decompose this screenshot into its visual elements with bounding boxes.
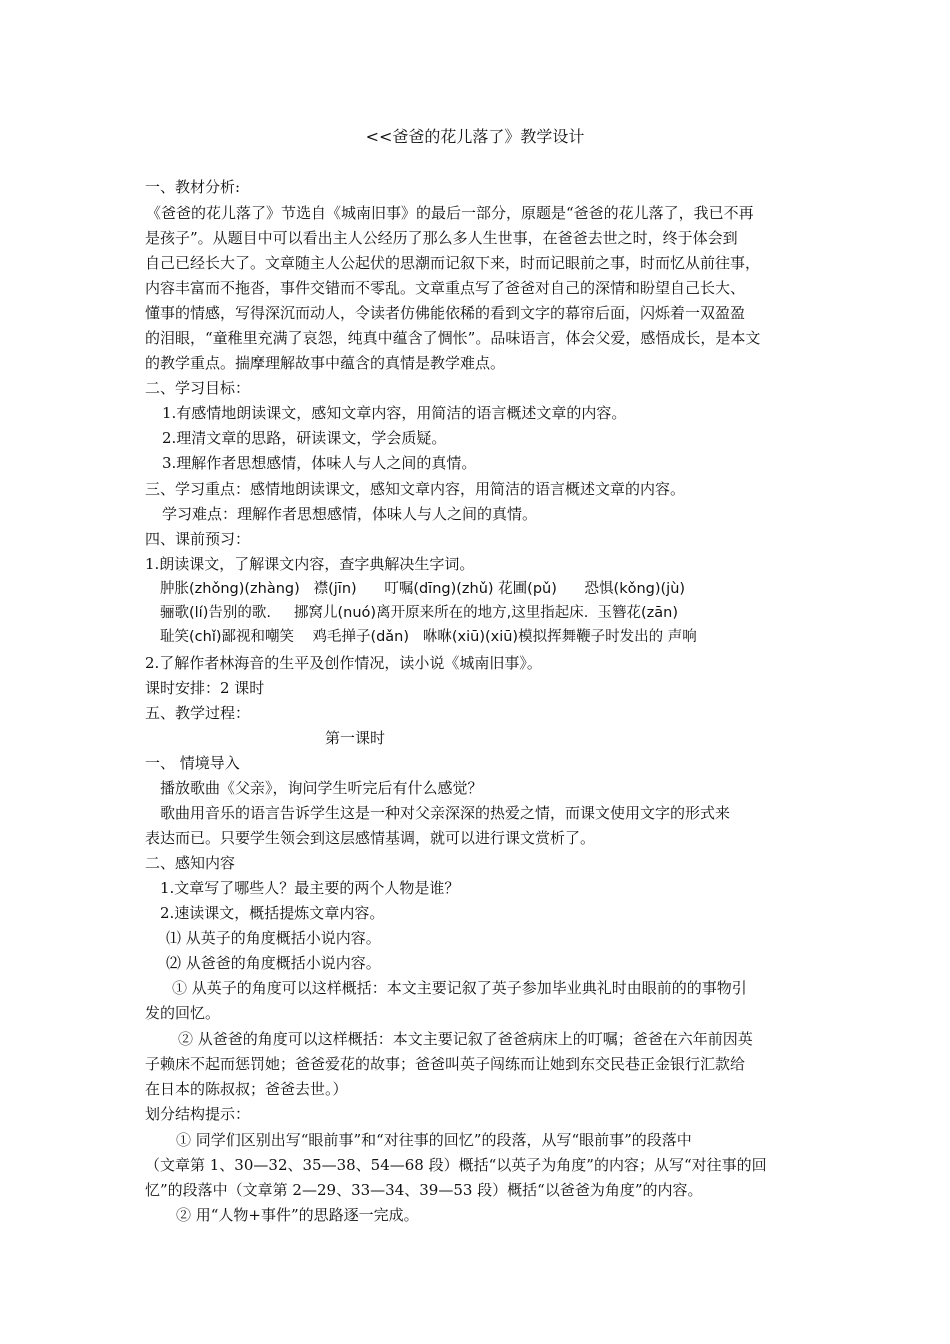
section-heading: 二、感知内容 <box>145 854 236 872</box>
paragraph-line: 是孩子”。从题目中可以看出主人公经历了那么多人生世事，在爸爸去世之时，终于体会到 <box>145 229 738 247</box>
section-heading: 五、教学过程： <box>145 704 251 722</box>
paragraph-line: （文章第 1、30—32、35—38、54—68 段）概括“以英子为角度”的内容；从写“对往事的回 <box>145 1156 767 1174</box>
paragraph-line: 懂事的情感，写得深沉而动人，令读者仿佛能依稀的看到文字的幕帘后面，闪烁着一双盈盈 <box>145 304 746 322</box>
vocabulary-line: 骊歌(lí)告别的歌. 挪窝儿(nuó)离开原来所在的地方,这里指起床. 玉簪花(zān) <box>160 605 679 621</box>
section-heading: 二、学习目标： <box>145 379 251 397</box>
paragraph-line: 内容丰富而不拖沓，事件交错而不零乱。文章重点写了爸爸对自己的深情和盼望自己长大、 <box>145 279 746 297</box>
paragraph-line: 自己已经长大了。文章随主人公起伏的思潮而记叙下来，时而记眼前之事，时而忆从前往事， <box>145 254 761 272</box>
list-item: 2.理清文章的思路，研读课文，学会质疑。 <box>162 429 447 447</box>
section-heading: 四、课前预习： <box>145 530 251 548</box>
list-item: 2.速读课文，概括提炼文章内容。 <box>160 904 385 922</box>
list-item: ⑵ 从爸爸的角度概括小说内容。 <box>166 954 381 972</box>
lesson-heading: 第一课时 <box>324 729 385 747</box>
list-item: ⑴ 从英子的角度概括小说内容。 <box>166 929 381 947</box>
paragraph-line: ① 同学们区别出写“眼前事”和“对往事的回忆”的段落，从写“眼前事”的段落中 <box>176 1131 692 1149</box>
vocabulary-line: 肿胀(zhǒng)(zhàng) 襟(jīn) 叮嘱(dīng)(zhǔ) 花圃(pǔ) 恐惧(kǒng)(jù) <box>160 581 686 597</box>
paragraph-line: 歌曲用音乐的语言告诉学生这是一种对父亲深深的热爱之情，而课文使用文字的形式来 <box>160 804 731 822</box>
list-item: 1.文章写了哪些人？最主要的两个人物是谁？ <box>160 879 460 897</box>
list-item: 2.了解作者林海音的生平及创作情况，读小说《城南旧事》。 <box>145 654 542 672</box>
paragraph-line: 的泪眼，“童稚里充满了哀怨，纯真中蕴含了惆怅”。品味语言，体会父爱，感悟成长，是本文 <box>145 329 761 347</box>
vocabulary-line: 耻笑(chǐ)鄙视和嘲笑 鸡毛掸子(dǎn) 咻咻(xiū)(xiū)模拟挥舞鞭子时发出的 声响 <box>160 629 697 645</box>
paragraph-line: ② 用“人物+事件”的思路逐一完成。 <box>176 1206 419 1224</box>
list-item: 1.朗读课文，了解课文内容，查字典解决生字词。 <box>145 555 475 573</box>
list-item: 3.理解作者思想感情，体味人与人之间的真情。 <box>162 454 477 472</box>
section-heading: 三、学习重点：感情地朗读课文，感知文章内容，用简洁的语言概述文章的内容。 <box>145 480 686 498</box>
section-heading: 一、教材分析: <box>145 178 241 196</box>
paragraph-line: 播放歌曲《父亲》，询问学生听完后有什么感觉？ <box>160 779 483 797</box>
list-item: 1.有感情地朗读课文，感知文章内容，用简洁的语言概述文章的内容。 <box>162 404 627 422</box>
paragraph-line: 子赖床不起而惩罚她；爸爸爱花的故事；爸爸叫英子闯练而让她到东交民巷正金银行汇款给 <box>145 1055 746 1073</box>
paragraph-line: 在日本的陈叔叔；爸爸去世。） <box>145 1080 348 1098</box>
paragraph-line: ① 从英子的角度可以这样概括：本文主要记叙了英子参加毕业典礼时由眼前的的事物引 <box>172 979 747 997</box>
paragraph-line: 表达而已。只要学生领会到这层感情基调，就可以进行课文赏析了。 <box>145 829 596 847</box>
page-title: <<爸爸的花儿落了》教学设计 <box>365 127 585 146</box>
section-heading: 划分结构提示： <box>145 1105 251 1123</box>
paragraph-line: 忆”的段落中（文章第 2—29、33—34、39—53 段）概括“以爸爸为角度”的内容。 <box>145 1181 703 1199</box>
paragraph-line: 的教学重点。揣摩理解故事中蕴含的真情是教学难点。 <box>145 354 506 372</box>
paragraph-line: 课时安排：2 课时 <box>145 679 265 697</box>
paragraph-line: ② 从爸爸的角度可以这样概括：本文主要记叙了爸爸病床上的叮嘱；爸爸在六年前因英 <box>178 1030 753 1048</box>
section-heading: 一、 情境导入 <box>145 754 240 772</box>
paragraph-line: 学习难点：理解作者思想感情，体味人与人之间的真情。 <box>162 505 538 523</box>
paragraph-line: 《爸爸的花儿落了》节选自《城南旧事》的最后一部分，原题是“爸爸的花儿落了，我已不再 <box>146 204 754 222</box>
paragraph-line: 发的回忆。 <box>145 1004 221 1022</box>
